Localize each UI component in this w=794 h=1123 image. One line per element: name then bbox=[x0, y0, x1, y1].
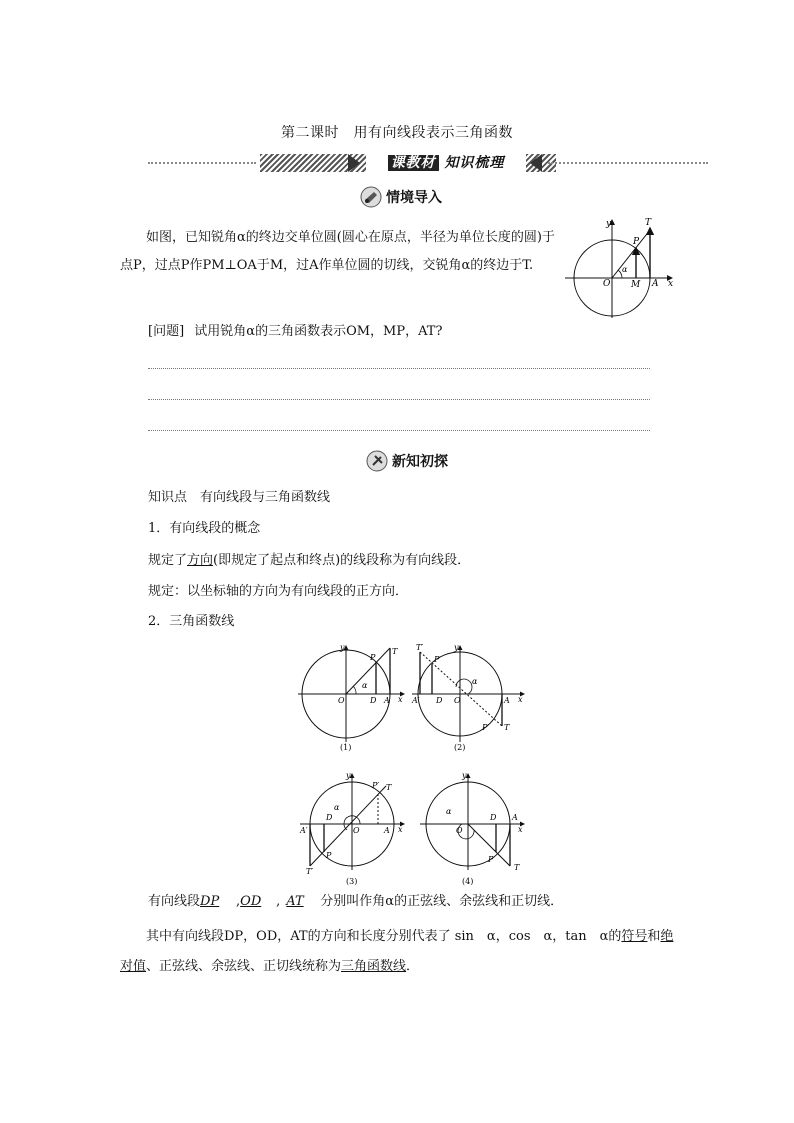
summary-paragraph-2 bbox=[120, 922, 680, 982]
fig1-d: D bbox=[370, 696, 377, 705]
fig3-a: A bbox=[384, 826, 390, 835]
fig3-t-prime: T′ bbox=[306, 867, 314, 876]
situation-paragraph: 如图，已知锐角α的终边交单位圆(圆心在原点，半径为单位长度的圆)于点P，过点P作PM⊥OA于M，过A作单位圆的切线，交锐角α的终边于T. bbox=[120, 230, 555, 273]
figure-3 bbox=[299, 771, 404, 886]
trumpet-icon bbox=[360, 186, 382, 208]
summary-2-abs: 绝对值 bbox=[120, 929, 674, 974]
fig2-t: T bbox=[504, 723, 510, 732]
figure-2 bbox=[411, 643, 524, 752]
fig3-d: D bbox=[326, 813, 333, 822]
fig-top-t-label: T bbox=[645, 218, 652, 228]
banner-dots-left bbox=[148, 162, 256, 164]
fig2-caption: (2) bbox=[454, 743, 466, 752]
fig-top-p-label: P bbox=[633, 237, 640, 247]
fig3-caption: (3) bbox=[346, 877, 358, 886]
fig1-t: T bbox=[392, 647, 398, 656]
fig2-t-prime: T′ bbox=[416, 643, 424, 652]
fig4-x: x bbox=[518, 825, 523, 834]
fig2-p-prime: P′ bbox=[482, 723, 490, 732]
item1-definition bbox=[148, 551, 470, 571]
item2-title: 2．三角函数线 bbox=[148, 614, 235, 629]
fig3-p-prime: P′ bbox=[372, 781, 380, 790]
fig3-y: y bbox=[346, 771, 351, 780]
summary-2-sign: 符号 bbox=[621, 929, 648, 944]
fig1-y: y bbox=[340, 643, 345, 652]
fig2-p: P bbox=[434, 655, 440, 664]
page-title: 第二课时 用有向线段表示三角函数 bbox=[281, 125, 513, 141]
fig-top-a-label: A bbox=[652, 279, 659, 289]
question-tag: [问题] bbox=[148, 324, 185, 339]
figure-1 bbox=[298, 643, 404, 752]
new-knowledge-heading-block bbox=[366, 450, 448, 472]
fig3-a-prime: A′ bbox=[300, 826, 308, 835]
summary-line-1: 有向线段DP ,OD , AT 分别叫作角α的正弦线、余弦线和正切线． bbox=[148, 892, 563, 912]
fig4-caption: (4) bbox=[462, 877, 474, 886]
banner-dots-right bbox=[548, 162, 708, 164]
fig4-alpha: α bbox=[446, 807, 452, 816]
summary-2-mid: 和 bbox=[647, 929, 661, 944]
summary-2-post: 、正弦线、余弦线、正切线统称为 bbox=[146, 959, 342, 974]
fig1-caption: (1) bbox=[340, 743, 352, 752]
fig-top-x-label: x bbox=[668, 279, 674, 289]
section-banner bbox=[148, 152, 708, 174]
summary-1-od: OD bbox=[240, 894, 262, 909]
fig-top-y-label: y bbox=[606, 219, 612, 229]
situation-heading: 情境导入 bbox=[386, 190, 442, 206]
fig4-a: A bbox=[512, 813, 518, 822]
fig2-a: A bbox=[504, 696, 510, 705]
summary-1-at: AT bbox=[286, 894, 304, 909]
question-text: 试用锐角α的三角函数表示OM，MP，AT? bbox=[194, 324, 443, 339]
item1-underlined: 方向 bbox=[187, 553, 214, 568]
fig1-x: x bbox=[398, 695, 403, 704]
summary-1-pre: 有向线段 bbox=[148, 894, 201, 909]
item1-pre: 规定了 bbox=[148, 553, 188, 568]
fig4-d: D bbox=[490, 813, 497, 822]
banner-label bbox=[366, 152, 526, 174]
item1-title: 1．有向线段的概念 bbox=[148, 521, 261, 536]
fig-top-o-label: O bbox=[603, 279, 611, 289]
item1-rule: 规定：以坐标轴的方向为有向线段的正方向． bbox=[148, 584, 409, 599]
situation-heading-block bbox=[360, 186, 442, 208]
fig2-x: x bbox=[518, 695, 523, 704]
fig1-p: P bbox=[370, 653, 376, 662]
figure-4 bbox=[420, 771, 524, 886]
banner-rest: 知识梳理 bbox=[444, 155, 505, 171]
summary-1-dp: DP bbox=[200, 894, 220, 909]
question-line bbox=[148, 322, 442, 342]
banner-arrow-right-icon bbox=[530, 154, 542, 172]
item1-post: (即规定了起点和终点)的线段称为有向线段． bbox=[213, 553, 471, 568]
answer-line-1 bbox=[148, 368, 650, 369]
knowledge-point: 知识点 有向线段与三角函数线 bbox=[148, 490, 331, 505]
fig2-alpha: α bbox=[472, 677, 478, 686]
trig-lines-figures bbox=[290, 640, 530, 890]
fig2-a-prime: A′ bbox=[412, 696, 420, 705]
fig2-o: O bbox=[454, 696, 461, 705]
fig1-a: A bbox=[384, 696, 390, 705]
fig2-y: y bbox=[454, 643, 459, 652]
fig4-y: y bbox=[462, 771, 467, 780]
new-knowledge-heading: 新知初探 bbox=[392, 454, 448, 470]
fig3-p: P bbox=[326, 851, 332, 860]
banner-arrow-left-icon bbox=[348, 154, 360, 172]
summary-2-end: ． bbox=[406, 959, 420, 974]
fig4-t: T bbox=[514, 863, 520, 872]
fig3-x: x bbox=[398, 825, 403, 834]
fig3-o: O bbox=[353, 826, 360, 835]
banner-lead: 课教材 bbox=[388, 155, 439, 171]
fig-top-alpha-label: α bbox=[622, 265, 628, 274]
summary-2-trig-lines: 三角函数线 bbox=[341, 959, 407, 974]
summary-2-pre: 其中有向线段DP，OD，AT的方向和长度分别代表了 sin α，cos α，tan α的 bbox=[146, 929, 622, 944]
fig4-o: O bbox=[456, 826, 463, 835]
fig3-alpha: α bbox=[334, 803, 340, 812]
unit-circle-figure bbox=[560, 214, 680, 320]
bulb-icon bbox=[366, 450, 388, 472]
fig4-p: P bbox=[488, 855, 494, 864]
fig-top-m-label: M bbox=[631, 280, 641, 290]
summary-1-post: 分别叫作角α的正弦线、余弦线和正切线． bbox=[320, 894, 564, 909]
fig1-o: O bbox=[338, 696, 345, 705]
terminal-side bbox=[612, 230, 650, 278]
answer-line-3 bbox=[148, 430, 650, 431]
answer-line-2 bbox=[148, 399, 650, 400]
fig1-alpha: α bbox=[362, 681, 368, 690]
fig2-d: D bbox=[436, 696, 443, 705]
fig3-t: T bbox=[386, 783, 392, 792]
